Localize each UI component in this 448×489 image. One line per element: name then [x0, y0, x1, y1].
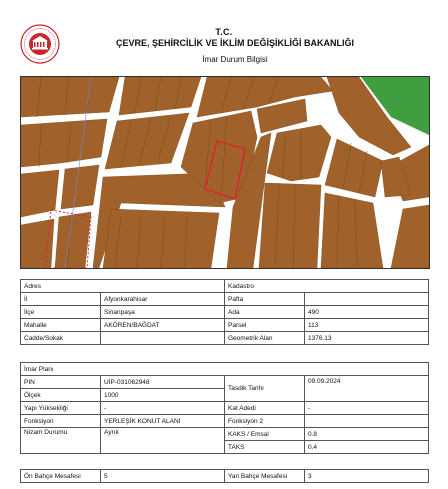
ada-label: Ada [225, 306, 305, 319]
nizam-value: Ayrık [101, 428, 225, 454]
on-bahce-value: 5 [101, 470, 225, 483]
yan-bahce-value: 3 [305, 470, 429, 483]
setback-table [20, 469, 429, 483]
kadastro-header: Kadastro [225, 280, 429, 293]
ilce-value: Sinanpaşa [101, 306, 225, 319]
kaks-label: KAKS / Emsal [225, 428, 305, 441]
olcek-label: Ölçek [21, 389, 101, 402]
parcel-block [61, 165, 99, 209]
on-bahce-label: Ön Bahçe Mesafesi [21, 470, 101, 483]
pin-value: UİP-031062948 [101, 376, 225, 389]
zoning-plan-table [20, 362, 429, 454]
mahalle-value: AKÖREN/BAĞDAT [101, 319, 225, 332]
parcel-block [55, 212, 91, 268]
pafta-label: Pafta [225, 293, 305, 306]
kaks-value: 0.8 [305, 428, 429, 441]
document-header [0, 0, 448, 75]
yan-bahce-label: Yan Bahçe Mesafesi [225, 470, 305, 483]
taks-value: 0.4 [305, 441, 429, 454]
parcel-block [259, 183, 321, 268]
cadde-value [101, 332, 225, 345]
yapi-value: - [101, 402, 225, 415]
ada-value: 490 [305, 306, 429, 319]
il-label: İl [21, 293, 101, 306]
il-value: Afyonkarahisar [101, 293, 225, 306]
parsel-value: 113 [305, 319, 429, 332]
fonksiyon2-value [305, 415, 429, 428]
parcel-block [103, 209, 219, 268]
ministry-title: ÇEVRE, ŞEHİRCİLİK VE İKLİM DEĞİŞİKLİĞİ BAKANLIĞI [115, 38, 355, 48]
parcel-block [21, 77, 119, 117]
parcel-map[interactable] [20, 76, 430, 269]
pin-label: PIN [21, 376, 101, 389]
nizam-label: Nizam Durumu [21, 428, 101, 454]
parcel-block [21, 219, 54, 268]
taks-label: TAKS [225, 441, 305, 454]
fonksiyon-value: YERLEŞİK KONUT ALANI [101, 415, 225, 428]
fonksiyon2-label: Fonksiyon 2 [225, 415, 305, 428]
pafta-value [305, 293, 429, 306]
parsel-label: Parsel [225, 319, 305, 332]
mahalle-label: Mahalle [21, 319, 101, 332]
address-cadastre-table [20, 279, 429, 345]
fonksiyon-label: Fonksiyon [21, 415, 101, 428]
ilce-label: İlçe [21, 306, 101, 319]
adres-header: Adres [21, 280, 225, 293]
parcel-block [21, 170, 59, 217]
tasdik-label: Tasdik Tarihi [225, 376, 305, 402]
olcek-value: 1000 [101, 389, 225, 402]
alan-label: Geometrik Alan [225, 332, 305, 345]
republic-title: T.C. [215, 27, 233, 37]
imar-header: İmar Planı [21, 363, 429, 376]
kat-value: - [305, 402, 429, 415]
cadde-label: Cadde/Sokak [21, 332, 101, 345]
kat-label: Kat Adedi [225, 402, 305, 415]
tasdik-value: 09.09.2024 [305, 376, 429, 402]
document-title: İmar Durum Bilgisi [202, 55, 268, 64]
alan-value: 1376.13 [305, 332, 429, 345]
yapi-label: Yapı Yüksekliği [21, 402, 101, 415]
